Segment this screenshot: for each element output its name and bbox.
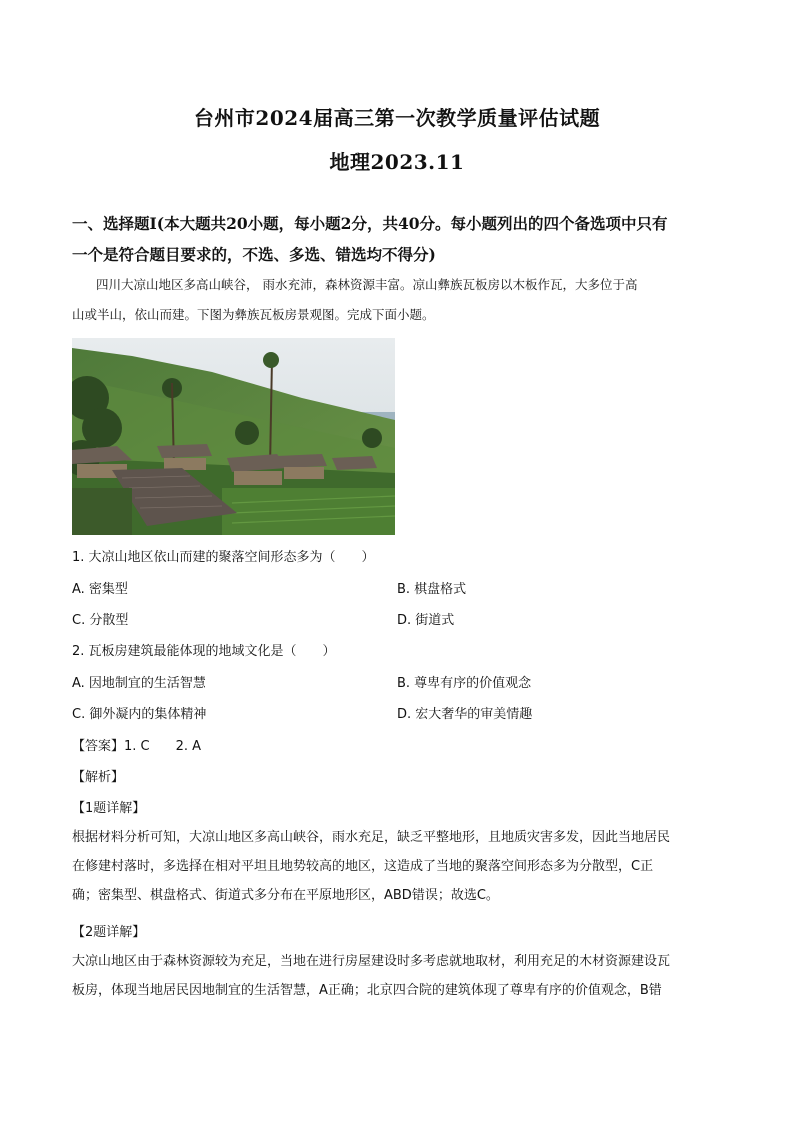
question-2-option-b: B. 尊卑有序的价值观念 [397,676,532,691]
question-2-option-d: D. 宏大奢华的审美情趣 [397,707,533,722]
detail-1-label: 【1题详解】 [72,801,146,816]
material-text [72,270,724,330]
detail-2-text [72,947,724,1005]
material-line2: 山或半山，依山而建。下图为彝族瓦板房景观图。完成下面小题。 [72,307,435,322]
analysis-label: 【解析】 [72,770,125,785]
answer-line [72,735,724,754]
detail-1-line: 确；密集型、棋盘格式、街道式多分布在平原地形区，ABD错误；故选C。 [72,888,499,903]
question-1-option-a: A. 密集型 [72,582,128,597]
detail-2-line: 板房，体现当地居民因地制宜的生活智慧，A正确；北京四合院的建筑体现了尊卑有序的价值观念，B错 [72,983,662,998]
detail-2-line: 大凉山地区由于森林资源较为充足，当地在进行房屋建设时多考虑就地取材，利用充足的木材资源建设瓦 [72,954,671,969]
detail-1-line: 根据材料分析可知，大凉山地区多高山峡谷，雨水充足，缺乏平整地形，且地质灾害多发，因此当地居民 [72,830,671,845]
answer-label: 【答案】 [72,739,125,754]
section-heading-line2: 一个是符合题目要求的，不选、多选、错选均不得分) [72,245,436,264]
question-2-stem: 2. 瓦板房建筑最能体现的地域文化是（ ） [72,644,336,659]
detail-1-text [72,823,724,910]
answer-text: 1. C 2. A [124,739,202,754]
question-1-option-d: D. 街道式 [397,613,455,628]
wood-plank-house-photo [72,338,395,535]
detail-1-line: 在修建村落时，多选择在相对平坦且地势较高的地区，这造成了当地的聚落空间形态多为分散型，C正 [72,859,654,874]
detail-2-label: 【2题详解】 [72,925,146,940]
section-heading-line1: 一、选择题Ⅰ(本大题共20小题，每小题2分，共40分。每小题列出的四个备选项中只有 [72,214,668,233]
question-1-option-c: C. 分散型 [72,613,129,628]
question-1-stem: 1. 大凉山地区依山而建的聚落空间形态多为（ ） [72,550,375,565]
material-line1: 四川大凉山地区多高山峡谷， 雨水充沛，森林资源丰富。凉山彝族瓦板房以木板作瓦，大多位于高 [96,277,638,292]
question-1-option-b: B. 棋盘格式 [397,582,467,597]
exam-subtitle: 地理2023.11 [329,150,465,174]
question-2-option-a: A. 因地制宜的生活智慧 [72,676,206,691]
section-heading [72,208,724,270]
question-2-option-c: C. 御外凝内的集体精神 [72,707,207,722]
exam-title: 台州市2024届高三第一次教学质量评估试题 [193,106,601,130]
